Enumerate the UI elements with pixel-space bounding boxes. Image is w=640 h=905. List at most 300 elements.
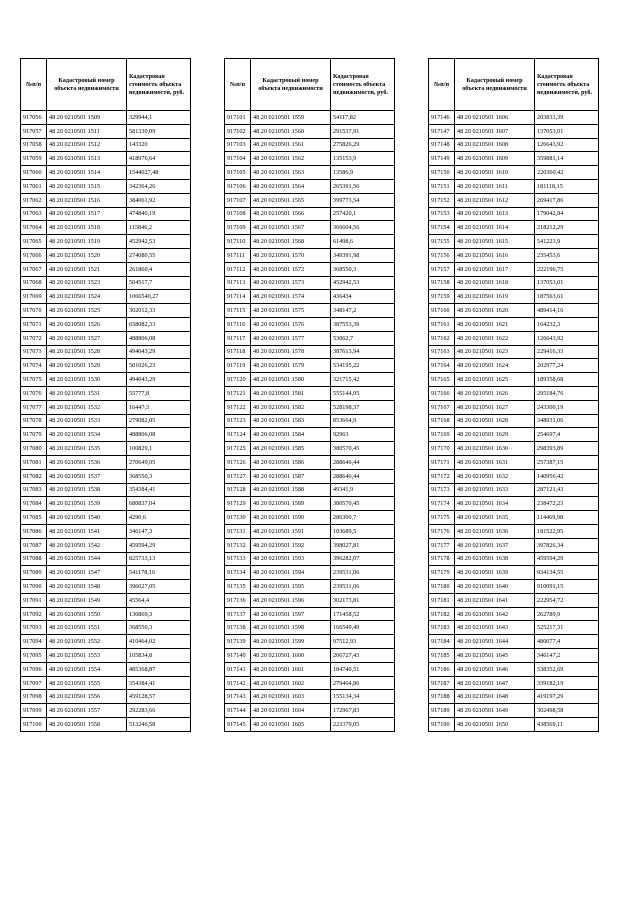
table-row	[21, 290, 191, 304]
table-row	[429, 152, 599, 166]
cadastral-cost-cell: 513246,58	[127, 718, 191, 732]
table-row	[21, 635, 191, 649]
cadastral-number-cell: 48 20 0210501 1513	[47, 152, 127, 166]
cadastral-cost-cell: 538352,69	[535, 662, 599, 676]
cadastral-cost-cell: 184740,51	[331, 662, 395, 676]
row-number-cell: 917150	[429, 166, 455, 180]
cadastral-number-cell: 48 20 0210501 1531	[47, 386, 127, 400]
row-number-cell: 917065	[21, 235, 47, 249]
cadastral-number-cell: 48 20 0210501 1528	[47, 345, 127, 359]
cadastral-cost-cell: 494043,29	[127, 373, 191, 387]
table-row	[429, 621, 599, 635]
table-row	[225, 138, 395, 152]
row-number-cell: 917100	[21, 718, 47, 732]
table-row	[225, 690, 395, 704]
row-number-cell: 917145	[225, 718, 251, 732]
cadastral-number-cell: 48 20 0210501 1615	[455, 235, 535, 249]
table-row	[225, 566, 395, 580]
header-num: №п/п	[21, 59, 47, 111]
cadastral-cost-cell: 239531,06	[331, 580, 395, 594]
cadastral-number-cell: 48 20 0210501 1598	[251, 621, 331, 635]
table-row	[429, 469, 599, 483]
cadastral-cost-cell: 181118,15	[535, 179, 599, 193]
row-number-cell: 917116	[225, 317, 251, 331]
cadastral-cost-cell: 910091,15	[535, 580, 599, 594]
table-row	[21, 580, 191, 594]
cadastral-number-cell: 48 20 0210501 1591	[251, 524, 331, 538]
cadastral-cost-cell: 459594,29	[127, 538, 191, 552]
cadastral-cost-cell: 399773,54	[331, 193, 395, 207]
row-number-cell: 917083	[21, 483, 47, 497]
table-row	[429, 248, 599, 262]
table-row	[225, 538, 395, 552]
cadastral-number-cell: 48 20 0210501 1570	[251, 248, 331, 262]
cadastral-number-cell: 48 20 0210501 1589	[251, 497, 331, 511]
table-row	[21, 331, 191, 345]
table-row	[429, 166, 599, 180]
cadastral-number-cell: 48 20 0210501 1529	[47, 359, 127, 373]
cadastral-cost-cell: 275826,29	[331, 138, 395, 152]
row-number-cell: 917131	[225, 524, 251, 538]
cadastral-number-cell: 48 20 0210501 1549	[47, 593, 127, 607]
row-number-cell: 917060	[21, 166, 47, 180]
row-number-cell: 917115	[225, 304, 251, 318]
table-row	[21, 690, 191, 704]
row-number-cell: 917064	[21, 221, 47, 235]
cadastral-number-cell: 48 20 0210501 1648	[455, 690, 535, 704]
table-row	[429, 607, 599, 621]
row-number-cell: 917067	[21, 262, 47, 276]
row-number-cell: 917091	[21, 593, 47, 607]
row-number-cell: 917105	[225, 166, 251, 180]
row-number-cell: 917153	[429, 207, 455, 221]
cadastral-cost-cell: 114469,98	[535, 511, 599, 525]
row-number-cell: 917146	[429, 111, 455, 125]
cadastral-number-cell: 48 20 0210501 1623	[455, 345, 535, 359]
table-row	[225, 718, 395, 732]
cadastral-number-cell: 48 20 0210501 1509	[47, 111, 127, 125]
row-number-cell: 917093	[21, 621, 47, 635]
cadastral-number-cell: 48 20 0210501 1645	[455, 649, 535, 663]
cadastral-number-cell: 48 20 0210501 1517	[47, 207, 127, 221]
table-row	[429, 331, 599, 345]
cadastral-number-cell: 48 20 0210501 1608	[455, 138, 535, 152]
row-number-cell: 917098	[21, 690, 47, 704]
table-row	[429, 483, 599, 497]
table-row	[429, 497, 599, 511]
cadastral-cost-cell: 286300,7	[331, 511, 395, 525]
row-number-cell: 917077	[21, 400, 47, 414]
table-row	[429, 704, 599, 718]
cadastral-number-cell: 48 20 0210501 1580	[251, 373, 331, 387]
table-header-row	[429, 59, 599, 111]
cadastral-cost-cell: 658082,33	[127, 317, 191, 331]
row-number-cell: 917101	[225, 111, 251, 125]
cadastral-cost-cell: 489414,16	[535, 304, 599, 318]
row-number-cell: 917171	[429, 455, 455, 469]
cadastral-cost-cell: 485368,87	[127, 662, 191, 676]
cadastral-number-cell: 48 20 0210501 1594	[251, 566, 331, 580]
cadastral-number-cell: 48 20 0210501 1581	[251, 386, 331, 400]
cadastral-cost-cell: 419197,29	[535, 690, 599, 704]
cadastral-cost-cell: 436434	[331, 290, 395, 304]
cadastral-number-cell: 48 20 0210501 1618	[455, 276, 535, 290]
cadastral-cost-cell: 302498,58	[535, 704, 599, 718]
table-row	[429, 124, 599, 138]
table-row	[429, 718, 599, 732]
cadastral-number-cell: 48 20 0210501 1583	[251, 414, 331, 428]
cadastral-number-cell: 48 20 0210501 1575	[251, 304, 331, 318]
header-num: №п/п	[225, 59, 251, 111]
header-cadastral-number: Кадастровый номер объекта недвижимости	[455, 59, 535, 111]
cadastral-cost-cell: 581330,09	[127, 124, 191, 138]
cadastral-number-cell: 48 20 0210501 1561	[251, 138, 331, 152]
row-number-cell: 917180	[429, 580, 455, 594]
row-number-cell: 917127	[225, 469, 251, 483]
cadastral-cost-cell: 274080,55	[127, 248, 191, 262]
table-row	[225, 483, 395, 497]
cadastral-number-cell: 48 20 0210501 1520	[47, 248, 127, 262]
cadastral-number-cell: 48 20 0210501 1568	[251, 235, 331, 249]
cadastral-cost-cell: 261860,4	[127, 262, 191, 276]
table-row	[21, 497, 191, 511]
cadastral-number-cell: 48 20 0210501 1622	[455, 331, 535, 345]
table-row	[429, 593, 599, 607]
cadastral-number-cell: 48 20 0210501 1567	[251, 221, 331, 235]
table-row	[225, 373, 395, 387]
cadastral-number-cell: 48 20 0210501 1573	[251, 276, 331, 290]
row-number-cell: 917172	[429, 469, 455, 483]
row-number-cell: 917090	[21, 580, 47, 594]
cadastral-number-cell: 48 20 0210501 1604	[251, 704, 331, 718]
cadastral-cost-cell: 223379,05	[331, 718, 395, 732]
cadastral-number-cell: 48 20 0210501 1511	[47, 124, 127, 138]
cadastral-cost-cell: 368550,3	[331, 262, 395, 276]
cadastral-cost-cell: 501026,23	[127, 359, 191, 373]
cadastral-cost-cell: 206727,43	[331, 649, 395, 663]
table-row	[225, 152, 395, 166]
cadastral-number-cell: 48 20 0210501 1527	[47, 331, 127, 345]
table-row	[429, 414, 599, 428]
cadastral-number-cell: 48 20 0210501 1556	[47, 690, 127, 704]
cadastral-number-cell: 48 20 0210501 1553	[47, 649, 127, 663]
row-number-cell: 917163	[429, 345, 455, 359]
row-number-cell: 917104	[225, 152, 251, 166]
cadastral-cost-cell: 488806,08	[127, 331, 191, 345]
table-row	[21, 483, 191, 497]
row-number-cell: 917108	[225, 207, 251, 221]
table-row	[225, 179, 395, 193]
cadastral-cost-cell: 359881,14	[535, 152, 599, 166]
table-row	[21, 138, 191, 152]
cadastral-number-cell: 48 20 0210501 1586	[251, 455, 331, 469]
cadastral-number-cell: 48 20 0210501 1634	[455, 497, 535, 511]
cadastral-cost-cell: 279464,86	[331, 676, 395, 690]
table-row	[21, 552, 191, 566]
table-row	[225, 428, 395, 442]
cadastral-number-cell: 48 20 0210501 1632	[455, 469, 535, 483]
row-number-cell: 917130	[225, 511, 251, 525]
row-number-cell: 917152	[429, 193, 455, 207]
cadastral-cost-cell: 179042,84	[535, 207, 599, 221]
table-row	[225, 317, 395, 331]
cadastral-cost-cell: 45564,4	[127, 593, 191, 607]
table-row	[21, 414, 191, 428]
table-row	[225, 607, 395, 621]
table-row	[225, 469, 395, 483]
row-number-cell: 917096	[21, 662, 47, 676]
cadastral-number-cell: 48 20 0210501 1515	[47, 179, 127, 193]
cadastral-cost-cell: 459128,57	[127, 690, 191, 704]
cadastral-cost-cell: 115846,2	[127, 221, 191, 235]
cadastral-number-cell: 48 20 0210501 1554	[47, 662, 127, 676]
cadastral-cost-cell: 97512,93	[331, 635, 395, 649]
row-number-cell: 917170	[429, 442, 455, 456]
row-number-cell: 917068	[21, 276, 47, 290]
cadastral-cost-cell: 203833,39	[535, 111, 599, 125]
cadastral-number-cell: 48 20 0210501 1582	[251, 400, 331, 414]
row-number-cell: 917186	[429, 662, 455, 676]
cadastral-cost-cell: 302012,33	[127, 304, 191, 318]
cadastral-cost-cell: 504517,7	[127, 276, 191, 290]
table-row	[429, 524, 599, 538]
row-number-cell: 917066	[21, 248, 47, 262]
row-number-cell: 917124	[225, 428, 251, 442]
cadastral-number-cell: 48 20 0210501 1605	[251, 718, 331, 732]
cadastral-cost-cell: 137053,01	[535, 124, 599, 138]
row-number-cell: 917087	[21, 538, 47, 552]
row-number-cell: 917184	[429, 635, 455, 649]
table-row	[21, 428, 191, 442]
row-number-cell: 917120	[225, 373, 251, 387]
cadastral-cost-cell: 279082,05	[127, 414, 191, 428]
cadastral-cost-cell: 13586,9	[331, 166, 395, 180]
row-number-cell: 917056	[21, 111, 47, 125]
row-number-cell: 917082	[21, 469, 47, 483]
cadastral-number-cell: 48 20 0210501 1514	[47, 166, 127, 180]
table-row	[429, 552, 599, 566]
cadastral-cost-cell: 265391,56	[331, 179, 395, 193]
table-row	[225, 580, 395, 594]
cadastral-cost-cell: 61498,6	[331, 235, 395, 249]
row-number-cell: 917112	[225, 262, 251, 276]
cadastral-number-cell: 48 20 0210501 1593	[251, 552, 331, 566]
cadastral-number-cell: 48 20 0210501 1625	[455, 373, 535, 387]
cadastral-cost-cell: 348931,06	[535, 414, 599, 428]
table-row	[225, 497, 395, 511]
table-row	[429, 580, 599, 594]
header-cadastral-cost: Кадастровая стоимость объекта недвижимости, руб.	[535, 59, 599, 111]
cadastral-number-cell: 48 20 0210501 1643	[455, 621, 535, 635]
table-row	[429, 400, 599, 414]
table-row	[225, 511, 395, 525]
cadastral-number-cell: 48 20 0210501 1638	[455, 552, 535, 566]
cadastral-cost-cell: 4290,6	[127, 511, 191, 525]
cadastral-cost-cell: 222954,72	[535, 593, 599, 607]
table-row	[21, 248, 191, 262]
cadastral-number-cell: 48 20 0210501 1644	[455, 635, 535, 649]
cadastral-number-cell: 48 20 0210501 1592	[251, 538, 331, 552]
table-row	[429, 235, 599, 249]
row-number-cell: 917088	[21, 552, 47, 566]
row-number-cell: 917161	[429, 317, 455, 331]
table-row	[429, 635, 599, 649]
cadastral-number-cell: 48 20 0210501 1636	[455, 524, 535, 538]
row-number-cell: 917137	[225, 607, 251, 621]
cadastral-number-cell: 48 20 0210501 1606	[455, 111, 535, 125]
table-row	[21, 607, 191, 621]
cadastral-number-cell: 48 20 0210501 1600	[251, 649, 331, 663]
table-row	[21, 221, 191, 235]
table-row	[21, 166, 191, 180]
row-number-cell: 917136	[225, 593, 251, 607]
row-number-cell: 917162	[429, 331, 455, 345]
table-row	[429, 179, 599, 193]
cadastral-number-cell: 48 20 0210501 1521	[47, 262, 127, 276]
table-row	[225, 221, 395, 235]
row-number-cell: 917095	[21, 649, 47, 663]
table-row	[225, 414, 395, 428]
table-row	[21, 649, 191, 663]
cadastral-number-cell: 48 20 0210501 1564	[251, 179, 331, 193]
table-row	[21, 400, 191, 414]
table-row	[429, 304, 599, 318]
row-number-cell: 917072	[21, 331, 47, 345]
row-number-cell: 917189	[429, 704, 455, 718]
cadastral-cost-cell: 555144,05	[331, 386, 395, 400]
cadastral-number-cell: 48 20 0210501 1533	[47, 414, 127, 428]
row-number-cell: 917159	[429, 290, 455, 304]
row-number-cell: 917078	[21, 414, 47, 428]
cadastral-cost-cell: 541223,9	[535, 235, 599, 249]
row-number-cell: 917057	[21, 124, 47, 138]
cadastral-cost-cell: 53062,7	[331, 331, 395, 345]
row-number-cell: 917151	[429, 179, 455, 193]
table-row	[225, 704, 395, 718]
cadastral-number-cell: 48 20 0210501 1596	[251, 593, 331, 607]
table-row	[21, 718, 191, 732]
row-number-cell: 917079	[21, 428, 47, 442]
row-number-cell: 917102	[225, 124, 251, 138]
row-number-cell: 917074	[21, 359, 47, 373]
row-number-cell: 917126	[225, 455, 251, 469]
cadastral-number-cell: 48 20 0210501 1607	[455, 124, 535, 138]
cadastral-cost-cell: 291537,91	[331, 124, 395, 138]
cadastral-number-cell: 48 20 0210501 1612	[455, 193, 535, 207]
table-row	[21, 662, 191, 676]
cadastral-cost-cell: 368550,3	[127, 621, 191, 635]
header-cadastral-number: Кадастровый номер объекта недвижимости	[251, 59, 331, 111]
row-number-cell: 917140	[225, 649, 251, 663]
row-number-cell: 917177	[429, 538, 455, 552]
cadastral-number-cell: 48 20 0210501 1560	[251, 124, 331, 138]
row-number-cell: 917073	[21, 345, 47, 359]
row-number-cell: 917155	[429, 235, 455, 249]
table-row	[21, 511, 191, 525]
cadastral-number-cell: 48 20 0210501 1535	[47, 442, 127, 456]
cadastral-number-cell: 48 20 0210501 1530	[47, 373, 127, 387]
cadastral-number-cell: 48 20 0210501 1635	[455, 511, 535, 525]
cadastral-table-2	[224, 58, 395, 732]
table-row	[21, 304, 191, 318]
table-row	[225, 635, 395, 649]
cadastral-number-cell: 48 20 0210501 1540	[47, 511, 127, 525]
table-row	[225, 455, 395, 469]
row-number-cell: 917154	[429, 221, 455, 235]
cadastral-number-cell: 48 20 0210501 1579	[251, 359, 331, 373]
cadastral-number-cell: 48 20 0210501 1578	[251, 345, 331, 359]
table-row	[225, 552, 395, 566]
cadastral-number-cell: 48 20 0210501 1597	[251, 607, 331, 621]
row-number-cell: 917183	[429, 621, 455, 635]
cadastral-cost-cell: 349391,98	[331, 248, 395, 262]
row-number-cell: 917061	[21, 179, 47, 193]
cadastral-cost-cell: 452942,53	[127, 235, 191, 249]
cadastral-number-cell: 48 20 0210501 1640	[455, 580, 535, 594]
cadastral-number-cell: 48 20 0210501 1590	[251, 511, 331, 525]
cadastral-number-cell: 48 20 0210501 1551	[47, 621, 127, 635]
cadastral-cost-cell: 92963	[331, 428, 395, 442]
table-row	[21, 193, 191, 207]
row-number-cell: 917119	[225, 359, 251, 373]
cadastral-number-cell: 48 20 0210501 1524	[47, 290, 127, 304]
row-number-cell: 917138	[225, 621, 251, 635]
row-number-cell: 917174	[429, 497, 455, 511]
cadastral-number-cell: 48 20 0210501 1538	[47, 483, 127, 497]
table-row	[429, 262, 599, 276]
cadastral-number-cell: 48 20 0210501 1650	[455, 718, 535, 732]
cadastral-number-cell: 48 20 0210501 1544	[47, 552, 127, 566]
row-number-cell: 917147	[429, 124, 455, 138]
table-row	[21, 442, 191, 456]
row-number-cell: 917165	[429, 373, 455, 387]
cadastral-cost-cell: 288646,44	[331, 469, 395, 483]
table-row	[225, 290, 395, 304]
cadastral-cost-cell: 1544027,48	[127, 166, 191, 180]
cadastral-number-cell: 48 20 0210501 1572	[251, 262, 331, 276]
cadastral-cost-cell: 243300,19	[535, 400, 599, 414]
cadastral-cost-cell: 269417,86	[535, 193, 599, 207]
cadastral-number-cell: 48 20 0210501 1518	[47, 221, 127, 235]
row-number-cell: 917059	[21, 152, 47, 166]
cadastral-cost-cell: 187563,61	[535, 290, 599, 304]
table-row	[225, 193, 395, 207]
cadastral-number-cell: 48 20 0210501 1624	[455, 359, 535, 373]
table-row	[21, 124, 191, 138]
table-row	[225, 207, 395, 221]
row-number-cell: 917123	[225, 414, 251, 428]
table-row	[429, 511, 599, 525]
cadastral-cost-cell: 257420,1	[331, 207, 395, 221]
cadastral-cost-cell: 229416,33	[535, 345, 599, 359]
cadastral-number-cell: 48 20 0210501 1516	[47, 193, 127, 207]
cadastral-cost-cell: 189358,68	[535, 373, 599, 387]
cadastral-cost-cell: 387613,94	[331, 345, 395, 359]
table-row	[429, 359, 599, 373]
cadastral-cost-cell: 541178,16	[127, 566, 191, 580]
cadastral-number-cell: 48 20 0210501 1526	[47, 317, 127, 331]
cadastral-cost-cell: 202977,24	[535, 359, 599, 373]
cadastral-cost-cell: 384061,92	[127, 193, 191, 207]
row-number-cell: 917117	[225, 331, 251, 345]
table-row	[21, 207, 191, 221]
table-row	[429, 662, 599, 676]
row-number-cell: 917113	[225, 276, 251, 290]
cadastral-cost-cell: 55777,8	[127, 386, 191, 400]
row-number-cell: 917144	[225, 704, 251, 718]
cadastral-number-cell: 48 20 0210501 1584	[251, 428, 331, 442]
row-number-cell: 917179	[429, 566, 455, 580]
